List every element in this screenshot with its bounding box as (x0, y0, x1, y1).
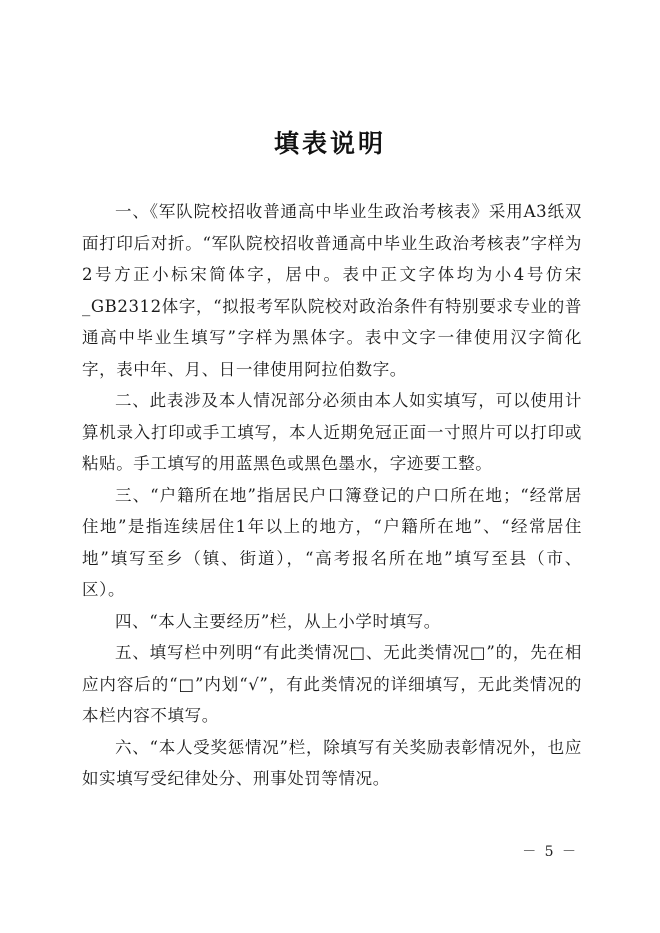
instruction-paragraph-1: 一、《军队院校招收普通高中毕业生政治考核表》采用A3纸双面打印后对折。“军队院校招收普通高中毕业生政治考核表”字样为2号方正小标宋简体字，居中。表中正文字体均为小4号仿宋_GB2312体字，“拟报考军队院校对政治条件有特别要求专业的普通高中毕业生填写”字样为黑体字。表中文字一律使用汉字简化字，表中年、月、日一律使用阿拉伯数字。 (82, 202, 582, 379)
instruction-paragraph-4: 四、“本人主要经历”栏，从上小学时填写。 (115, 611, 441, 631)
instructions-body (82, 196, 582, 795)
page-title: 填表说明 (273, 129, 386, 158)
page-number: － 5 － (522, 844, 578, 860)
instruction-paragraph-2: 二、此表涉及本人情况部分必须由本人如实填写，可以使用计算机录入打印或手工填写，本人近期免冠正面一寸照片可以打印或粘贴。手工填写的用蓝黑色或黑色墨水，字迹要工整。 (82, 391, 582, 473)
instruction-paragraph-6: 六、“本人受奖惩情况”栏，除填写有关奖励表彰情况外，也应如实填写受纪律处分、刑事处罚等情况。 (82, 737, 582, 788)
instruction-paragraph-3: 三、“户籍所在地”指居民户口簿登记的户口所在地；“经常居住地”是指连续居住1年以上的地方，“户籍所在地”、“经常居住地”填写至乡（镇、街道），“高考报名所在地”填写至县（市、区）。 (82, 485, 582, 599)
instruction-paragraph-5: 五、填写栏中列明“有此类情况□、无此类情况□”的，先在相应内容后的“□”内划“√”，有此类情况的详细填写，无此类情况的本栏内容不填写。 (82, 643, 582, 725)
